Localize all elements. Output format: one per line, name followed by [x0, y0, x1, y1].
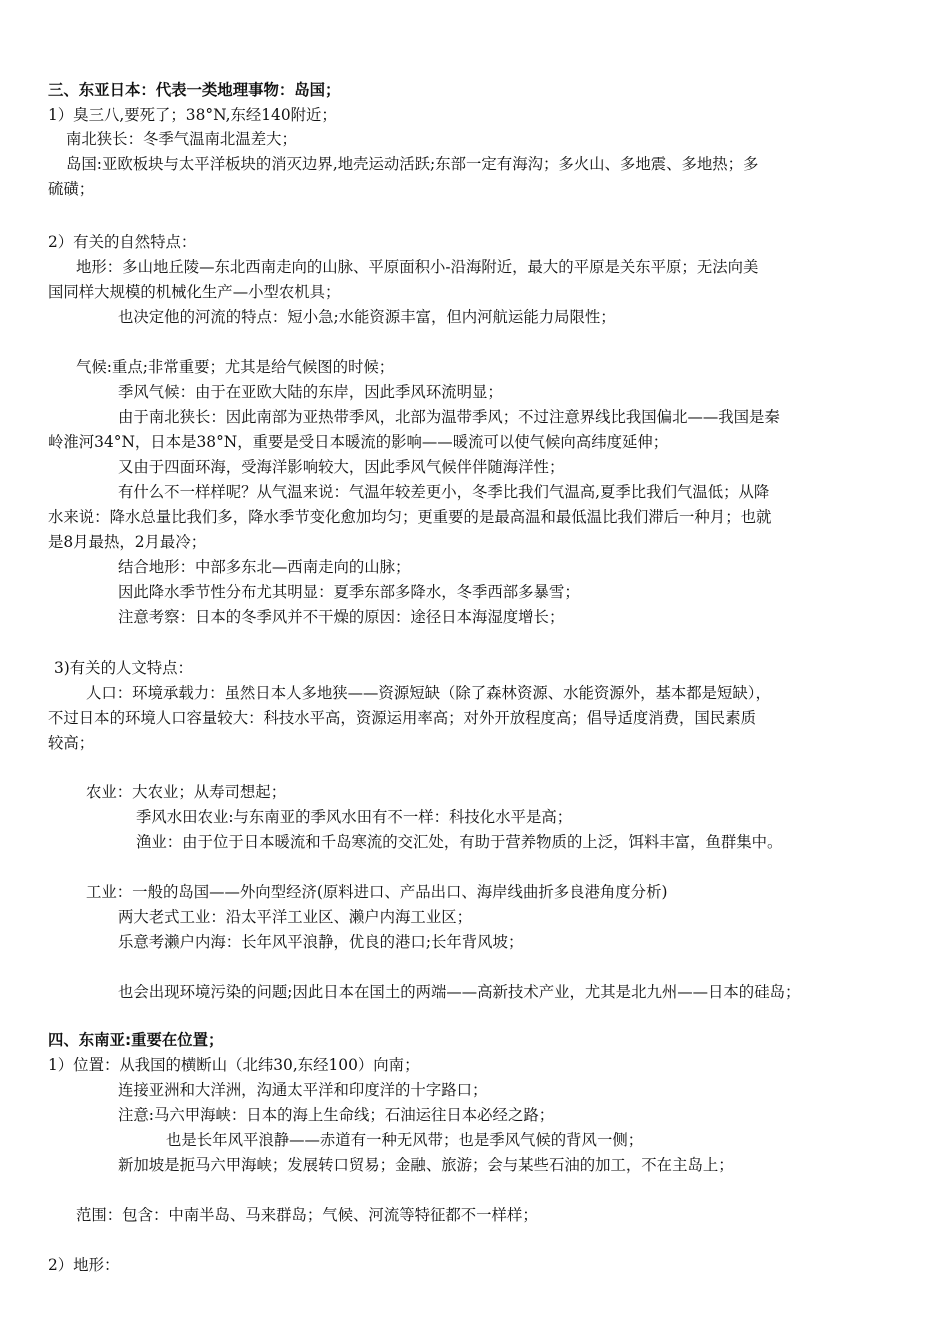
- paragraph-terrain-1: 地形：多山地丘陵—东北西南走向的山脉、平原面积小-沿海附近，最大的平原是关东平原；无法向美: [76, 258, 759, 276]
- paragraph-sea-location-1: 1）位置：从我国的横断山（北纬30,东经100）向南；: [48, 1056, 420, 1074]
- paragraph-range: 范围：包含：中南半岛、马来群岛；气候、河流等特征都不一样样；: [76, 1206, 538, 1224]
- paragraph-climate-11: 注意考察：日本的冬季风并不干燥的原因：途径日本海湿度增长；: [118, 608, 565, 626]
- paragraph-island-country: 岛国:亚欧板块与太平洋板块的消灭边界,地壳运动活跃;东部一定有海沟；多火山、多地震、多地热；多: [66, 155, 759, 173]
- paragraph-climate-4: 岭淮河34°N，日本是38°N，重要是受日本暖流的影响——暖流可以使气候向高纬度延伸；: [48, 433, 669, 451]
- subheading-terrain: 2）地形：: [48, 1256, 120, 1274]
- paragraph-climate-3: 由于南北狭长：因此南部为亚热带季风，北部为温带季风；不过注意界线比我国偏北——我国是秦: [118, 408, 780, 426]
- paragraph-climate-8: 是8月最热，2月最冷；: [48, 533, 207, 551]
- paragraph-population-1: 人口：环境承载力：虽然日本人多地狭——资源短缺（除了森林资源、水能资源外，基本都是短缺），: [86, 684, 771, 702]
- paragraph-industry-1: 工业：一般的岛国——外向型经济(原料进口、产品出口、海岸线曲折多良港角度分析): [86, 883, 668, 901]
- paragraph-sulfur: 硫磺；: [48, 180, 95, 198]
- subheading-natural-features: 2）有关的自然特点：: [48, 233, 197, 251]
- paragraph-singapore: 新加坡是扼马六甲海峡；发展转口贸易；金融、旅游；会与某些石油的加工，不在主岛上；: [118, 1156, 734, 1174]
- subheading-human-features: 3)有关的人文特点：: [54, 659, 193, 677]
- paragraph-industry-2: 两大老式工业：沿太平洋工业区、濑户内海工业区；: [118, 908, 472, 926]
- paragraph-industry-3: 乐意考濑户内海：长年风平浪静，优良的港口;长年背风坡；: [118, 933, 524, 951]
- paragraph-agriculture-1: 农业：大农业；从寿司想起；: [86, 783, 287, 801]
- paragraph-malacca-2: 也是长年风平浪静——赤道有一种无风带；也是季风气候的背风一侧；: [166, 1131, 644, 1149]
- paragraph-climate-2: 季风气候：由于在亚欧大陆的东岸，因此季风环流明显；: [118, 383, 503, 401]
- paragraph-narrow: 南北狭长：冬季气温南北温差大；: [66, 130, 297, 148]
- paragraph-climate-10: 因此降水季节性分布尤其明显：夏季东部多降水，冬季西部多暴雪；: [118, 583, 580, 601]
- paragraph-population-3: 较高；: [48, 734, 95, 752]
- paragraph-malacca-1: 注意:马六甲海峡：日本的海上生命线；石油运往日本必经之路；: [118, 1106, 555, 1124]
- paragraph-climate-9: 结合地形：中部多东北—西南走向的山脉；: [118, 558, 411, 576]
- paragraph-climate-5: 又由于四面环海，受海洋影响较大，因此季风气候伴伴随海洋性；: [118, 458, 565, 476]
- paragraph-climate-1: 气候:重点;非常重要；尤其是给气候图的时候；: [76, 358, 395, 376]
- paragraph-industry-4: 也会出现环境污染的问题;因此日本在国土的两端——高新技术产业，尤其是北九州——日本的硅岛；: [118, 983, 801, 1001]
- paragraph-sea-location-2: 连接亚洲和大洋洲，沟通太平洋和印度洋的十字路口；: [118, 1081, 488, 1099]
- paragraph-agriculture-2: 季风水田农业:与东南亚的季风水田有不一样：科技化水平是高；: [136, 808, 573, 826]
- paragraph-terrain-2: 国同样大规模的机械化生产—小型农机具；: [48, 283, 341, 301]
- section-heading-east-asia-japan: 三、东亚日本：代表一类地理事物：岛国；: [48, 81, 341, 99]
- paragraph-location: 1）臭三八,要死了；38°N,东经140附近；: [48, 106, 337, 124]
- paragraph-climate-6: 有什么不一样样呢？从气温来说：气温年较差更小，冬季比我们气温高,夏季比我们气温低；从降: [118, 483, 770, 501]
- paragraph-fishery: 渔业：由于位于日本暖流和千岛寒流的交汇处，有助于营养物质的上泛，饵料丰富，鱼群集中。: [136, 833, 783, 851]
- paragraph-terrain-3: 也决定他的河流的特点：短小急;水能资源丰富，但内河航运能力局限性；: [118, 308, 616, 326]
- paragraph-population-2: 不过日本的环境人口容量较大：科技水平高，资源运用率高；对外开放程度高；倡导适度消费，国民素质: [48, 709, 756, 727]
- section-heading-southeast-asia: 四、东南亚:重要在位置；: [48, 1031, 224, 1049]
- paragraph-climate-7: 水来说：降水总量比我们多，降水季节变化愈加均匀；更重要的是最高温和最低温比我们滞后一种月；也就: [48, 508, 772, 526]
